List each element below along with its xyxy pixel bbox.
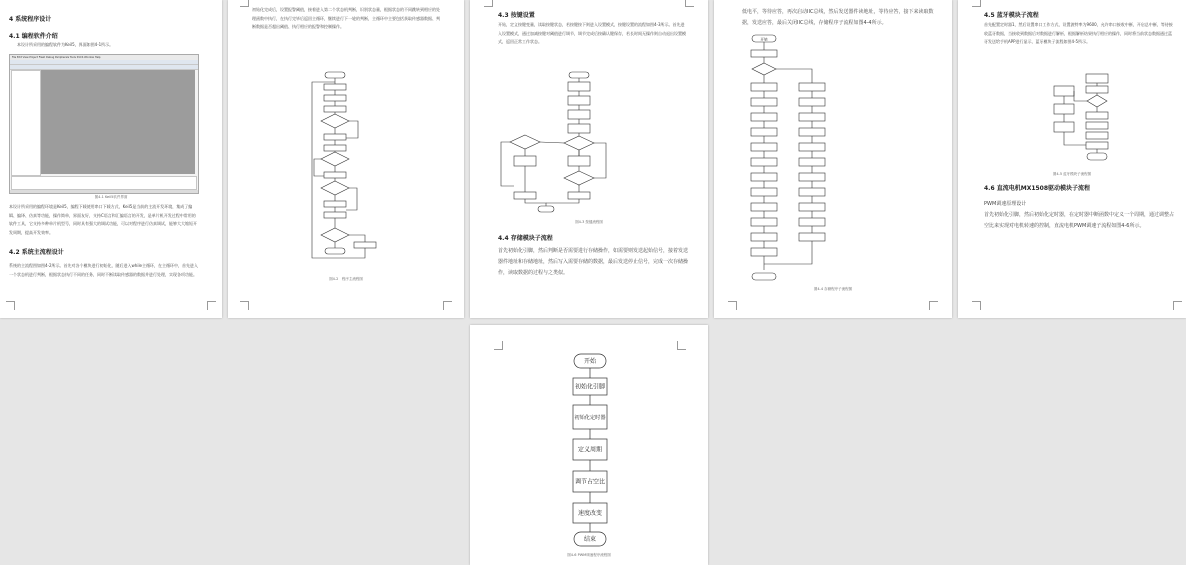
- paragraph: 低电平，等待应答，再次启动IIC总线，然后发送器件读地址，等待应答，接下来读取数据，发送应答，最后关闭IIC总线，存储程序子流程如图4-4所示。: [742, 9, 934, 26]
- flow-label: 速度改变: [577, 510, 603, 517]
- flow-label: 开始: [583, 358, 597, 365]
- figure-caption: 图4-1 Keil5软件界面: [94, 195, 128, 199]
- flow-label: 调节占空比: [574, 478, 606, 486]
- crop-mark: [6, 301, 15, 310]
- section-heading: 4.1 编程软件介绍: [9, 33, 58, 40]
- document-page-3: [470, 0, 708, 318]
- document-page-4: [714, 0, 952, 318]
- section-heading: 4.6 直流电机MX1508驱动模块子流程: [984, 185, 1091, 192]
- storage-flowchart: [714, 0, 952, 318]
- paragraph: 首先初始化引脚，然后初始化定时器，在定时器中断函数中定义一个周期，通过调整占空比来实现对电机转速的控制，直流电机PWM调速子流程如图4-6所示。: [984, 212, 1175, 229]
- start-node-label: 开始: [760, 37, 768, 42]
- document-page-6: [470, 325, 708, 565]
- document-page-2: [228, 0, 464, 318]
- paragraph: 初始化完成后，设置报警阈值，接着进入第二个状态机判断，识别状态量，根据状态的不同跳转到相应的处理函数中执行，在执行完毕后返回主循环，继续进行下一轮的判断，主循环中主要包括获取传感器数据、判断数据是否超出阈值、执行相应的报警和控制操作。: [252, 7, 440, 30]
- flow-label: 定义周期: [577, 446, 603, 454]
- sub-heading: PWM调速原理设计: [984, 201, 1027, 207]
- section-heading: 4.3 按键设置: [498, 12, 535, 19]
- flow-label: 结束: [583, 536, 597, 543]
- keil-editor-area: [41, 70, 195, 174]
- flow-label: 初始化定时器: [574, 415, 606, 421]
- paragraph: 本设计所采用的编程环境是Keil5，编程下载使用串口下载方式，Keil5是当前的主流开发环境，集成了编辑、编译、仿真等功能，操作简单，界面友好，支持C语言和汇编语言的开发，是单片机开发过程中常用的软件工具，它支持多种单片机型号，同时具有强大的调试功能，可以对程序进行仿真调试，能够大大缩短开发周期，提高开发效率。: [9, 204, 197, 235]
- figure-caption: 图4-6 PWM调速程序流程图: [567, 553, 611, 557]
- flow-label: 初始化引脚: [574, 383, 606, 391]
- paragraph: 首先初始化引脚，然后判断是否需要进行存储操作，如需要则发送起始信号，接着发送器件地址和存储地址，然后写入需要存储的数据，最后发送停止信号，完成一次存储操作，读取数据的过程与之类似。: [498, 248, 689, 276]
- keil-status-bar: [10, 190, 198, 193]
- section-heading: 4.4 存储模块子流程: [498, 235, 553, 242]
- bluetooth-flowchart: [958, 0, 1186, 318]
- figure-caption: 图4-5 蓝牙模块子流程图: [1052, 172, 1092, 176]
- figure-caption: 图4-3 按键流程图: [575, 220, 603, 224]
- document-page-1: [0, 0, 222, 318]
- document-page-5: [958, 0, 1186, 318]
- section-heading: 4.5 蓝牙模块子流程: [984, 12, 1039, 19]
- figure-caption: 图4-2 程序主流程图: [329, 277, 363, 281]
- keil-menu-bar: File Edit View Project Flash Debug Peripherals Tools SVCS Window Help: [10, 55, 198, 60]
- pwm-flowchart: [470, 325, 708, 565]
- keil-build-output: [11, 176, 197, 190]
- paragraph: 开始，定义按键变量，读取按键状态，若按键按下则进入设置模式，按键设置的流程如图4-3所示。首先进入设置模式，通过加减按键对阈值进行调节，调节完成后按确认键保存，若长时间无操作则自动退出设置模式，返回正常工作状态。: [498, 22, 686, 45]
- paragraph: 系统的主流程图如图4-2所示。首先对各个模块进行初始化，随后进入while主循环，在主循环中，首先进入一个状态机进行判断，根据状态执行不同的任务，同时不断读取传感器的数据并进行处理，实现各项功能。: [9, 263, 199, 277]
- figure-caption: 图4-4 存储程序子流程图: [813, 287, 853, 291]
- paragraph: 本设计所采用的编程软件为Keil5，界面如图4-1所示。: [17, 42, 114, 47]
- keil-screenshot: [9, 54, 199, 194]
- section-heading: 4.2 系统主流程设计: [9, 249, 64, 256]
- main-flowchart: [228, 0, 464, 318]
- crop-mark: [207, 301, 216, 310]
- chapter-heading: 4 系统程序设计: [9, 16, 52, 23]
- paragraph: 首先配置定时器1，然后设置串口工作方式，设置波特率为9600，允许串口接收中断，开启总中断，等待接收蓝牙数据，当接收到数据后对数据进行解析，根据解析结果执行相应的操作，同时将当前状态数据通过蓝牙发送给手机APP进行显示，蓝牙模块子流程如图4-5所示。: [984, 22, 1173, 45]
- keil-project-panel: [11, 70, 41, 176]
